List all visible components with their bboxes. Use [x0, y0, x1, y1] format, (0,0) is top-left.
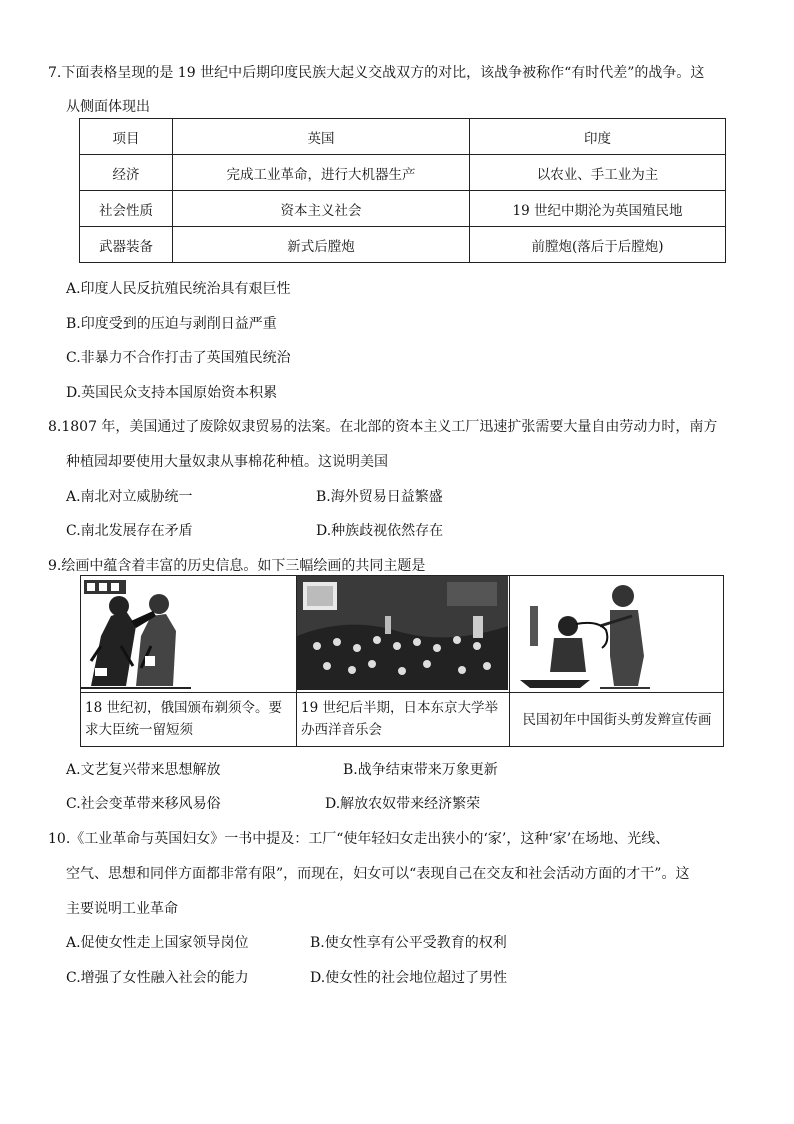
queue-cutting-painting — [510, 576, 723, 692]
table-cell: 资本主义社会 — [173, 191, 470, 227]
table-row — [80, 227, 726, 263]
q10-option-b[interactable]: B.使女性享有公平受教育的权利 — [310, 935, 507, 951]
q8-option-d[interactable]: D.种族歧视依然存在 — [316, 523, 444, 539]
q9-option-b[interactable]: B.战争结束带来万象更新 — [343, 762, 498, 778]
q8-option-b[interactable]: B.海外贸易日益繁盛 — [316, 489, 443, 505]
table-cell: 社会性质 — [80, 191, 173, 227]
q7-option-b[interactable]: B.印度受到的压迫与剥削日益严重 — [66, 316, 277, 332]
q10-stem-line-3: 主要说明工业革命 — [66, 901, 178, 917]
q10-stem-line-1: 10.《工业革命与英国妇女》一书中提及：工厂“使年轻妇女走出狭小的‘家’，这种‘家’在场地、光线、 — [48, 831, 670, 847]
table-cell: 以农业、手工业为主 — [470, 155, 726, 191]
caption-queue-cutting: 民国初年中国街头剪发辫宣传画 — [510, 692, 723, 746]
table-header-row — [80, 119, 726, 155]
table-cell: 武器装备 — [80, 227, 173, 263]
beard-decree-painting — [81, 576, 297, 692]
q7-stem-line-2: 从侧面体现出 — [66, 99, 150, 115]
q9-option-a[interactable]: A.文艺复兴带来思想解放 — [66, 762, 221, 778]
caption-western-concert: 19 世纪后半期，日本东京大学举办西洋音乐会 — [297, 692, 510, 746]
table-cell: 完成工业革命，进行大机器生产 — [173, 155, 470, 191]
q9-option-c[interactable]: C.社会变革带来移风易俗 — [66, 796, 221, 812]
caption-beard-decree: 18 世纪初，俄国颁布剃须令。要求大臣统一留短须 — [81, 692, 297, 746]
table-cell: 新式后膛炮 — [173, 227, 470, 263]
q8-option-c[interactable]: C.南北发展存在矛盾 — [66, 523, 193, 539]
q10-option-c[interactable]: C.增强了女性融入社会的能力 — [66, 970, 249, 986]
q7-comparison-table — [79, 118, 726, 263]
q7-option-c[interactable]: C.非暴力不合作打击了英国殖民统治 — [66, 350, 291, 366]
table-cell: 19 世纪中期沦为英国殖民地 — [470, 191, 726, 227]
q9-stem-line-1: 9.绘画中蕴含着丰富的历史信息。如下三幅绘画的共同主题是 — [48, 558, 426, 574]
western-concert-painting — [297, 576, 510, 692]
q10-option-d[interactable]: D.使女性的社会地位超过了男性 — [310, 970, 508, 986]
q9-option-d[interactable]: D.解放农奴带来经济繁荣 — [325, 796, 481, 812]
table-header-cell: 印度 — [470, 119, 726, 155]
q7-option-d[interactable]: D.英国民众支持本国原始资本积累 — [66, 385, 278, 401]
q8-stem-line-1: 8.1807 年，美国通过了废除奴隶贸易的法案。在北部的资本主义工厂迅速扩张需要大量自由劳动力时，南方 — [48, 419, 718, 435]
table-row — [80, 191, 726, 227]
q7-option-a[interactable]: A.印度人民反抗殖民统治具有艰巨性 — [66, 281, 291, 297]
table-cell: 经济 — [80, 155, 173, 191]
table-header-cell: 项目 — [80, 119, 173, 155]
table-cell: 前膛炮(落后于后膛炮) — [470, 227, 726, 263]
q9-picture-table — [80, 575, 724, 747]
q8-stem-line-2: 种植园却要使用大量奴隶从事棉花种植。这说明美国 — [66, 454, 388, 470]
q10-stem-line-2: 空气、思想和同伴方面都非常有限”，而现在，妇女可以“表现自己在交友和社会活动方面的才干”。这 — [66, 866, 690, 882]
table-row — [80, 155, 726, 191]
table-header-cell: 英国 — [173, 119, 470, 155]
q10-option-a[interactable]: A.促使女性走上国家领导岗位 — [66, 935, 249, 951]
q7-stem-line-1: 7.下面表格呈现的是 19 世纪中后期印度民族大起义交战双方的对比，该战争被称作“有时代差”的战争。这 — [48, 65, 705, 81]
q8-option-a[interactable]: A.南北对立威胁统一 — [66, 489, 193, 505]
